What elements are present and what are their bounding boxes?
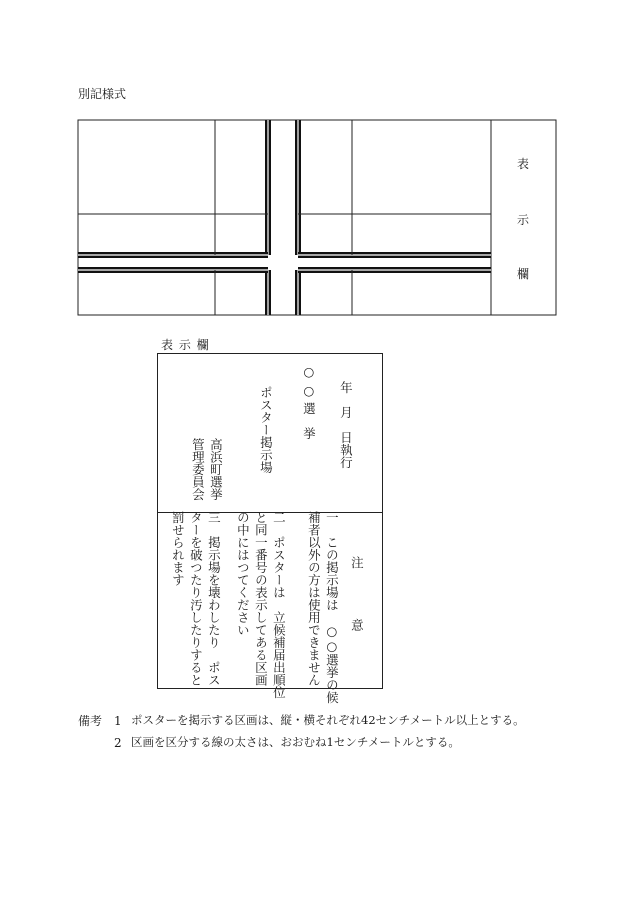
note-number: 1 xyxy=(114,714,122,728)
notice-line: ターを破つたり汚したりすると xyxy=(188,511,204,686)
notice-line: 二 ポスターは 立候補届出順位 xyxy=(271,511,287,699)
board-layout-diagram xyxy=(0,0,630,330)
display-column-char: 表 xyxy=(517,157,530,171)
note-text: ポスターを掲示する区画は、縦・横それぞれ42センチメートル以上とする。 xyxy=(131,713,525,727)
notice-line: 一 この掲示場は ○○選挙の候 xyxy=(324,511,340,704)
display-column-char: 欄 xyxy=(517,267,530,281)
election-date: 年 月 日執行 xyxy=(338,381,354,469)
board-outer-frame xyxy=(78,120,556,315)
election-name: ○ ○ 選 挙 xyxy=(301,364,317,440)
note-text: 区画を区分する線の太さは、おおむね1センチメートルとする。 xyxy=(131,735,460,749)
notice-line: 罰せられます xyxy=(170,511,186,586)
notice-line: と同一番号の表示してある区画 xyxy=(253,511,269,686)
thick-separators xyxy=(78,120,491,315)
thin-section-lines xyxy=(78,120,491,315)
note-number: 2 xyxy=(114,736,122,750)
committee-line: 高浜町選挙 xyxy=(208,438,224,501)
detail-title: 表 示 欄 xyxy=(161,338,210,352)
notice-line: 補者以外の方は使用できません xyxy=(306,511,322,686)
notes-label: 備考 xyxy=(78,714,103,728)
form-heading: 別記様式 xyxy=(78,87,127,101)
notice-line: の中にはつてください xyxy=(235,511,251,636)
board-name: ポスター掲示場 xyxy=(258,386,274,474)
committee-line: 管理委員会 xyxy=(190,438,206,501)
notice-heading: 注 意 xyxy=(349,556,365,631)
notice-line: 三 掲示場を壊わしたり ポス xyxy=(206,511,222,686)
display-column-char: 示 xyxy=(517,213,530,227)
